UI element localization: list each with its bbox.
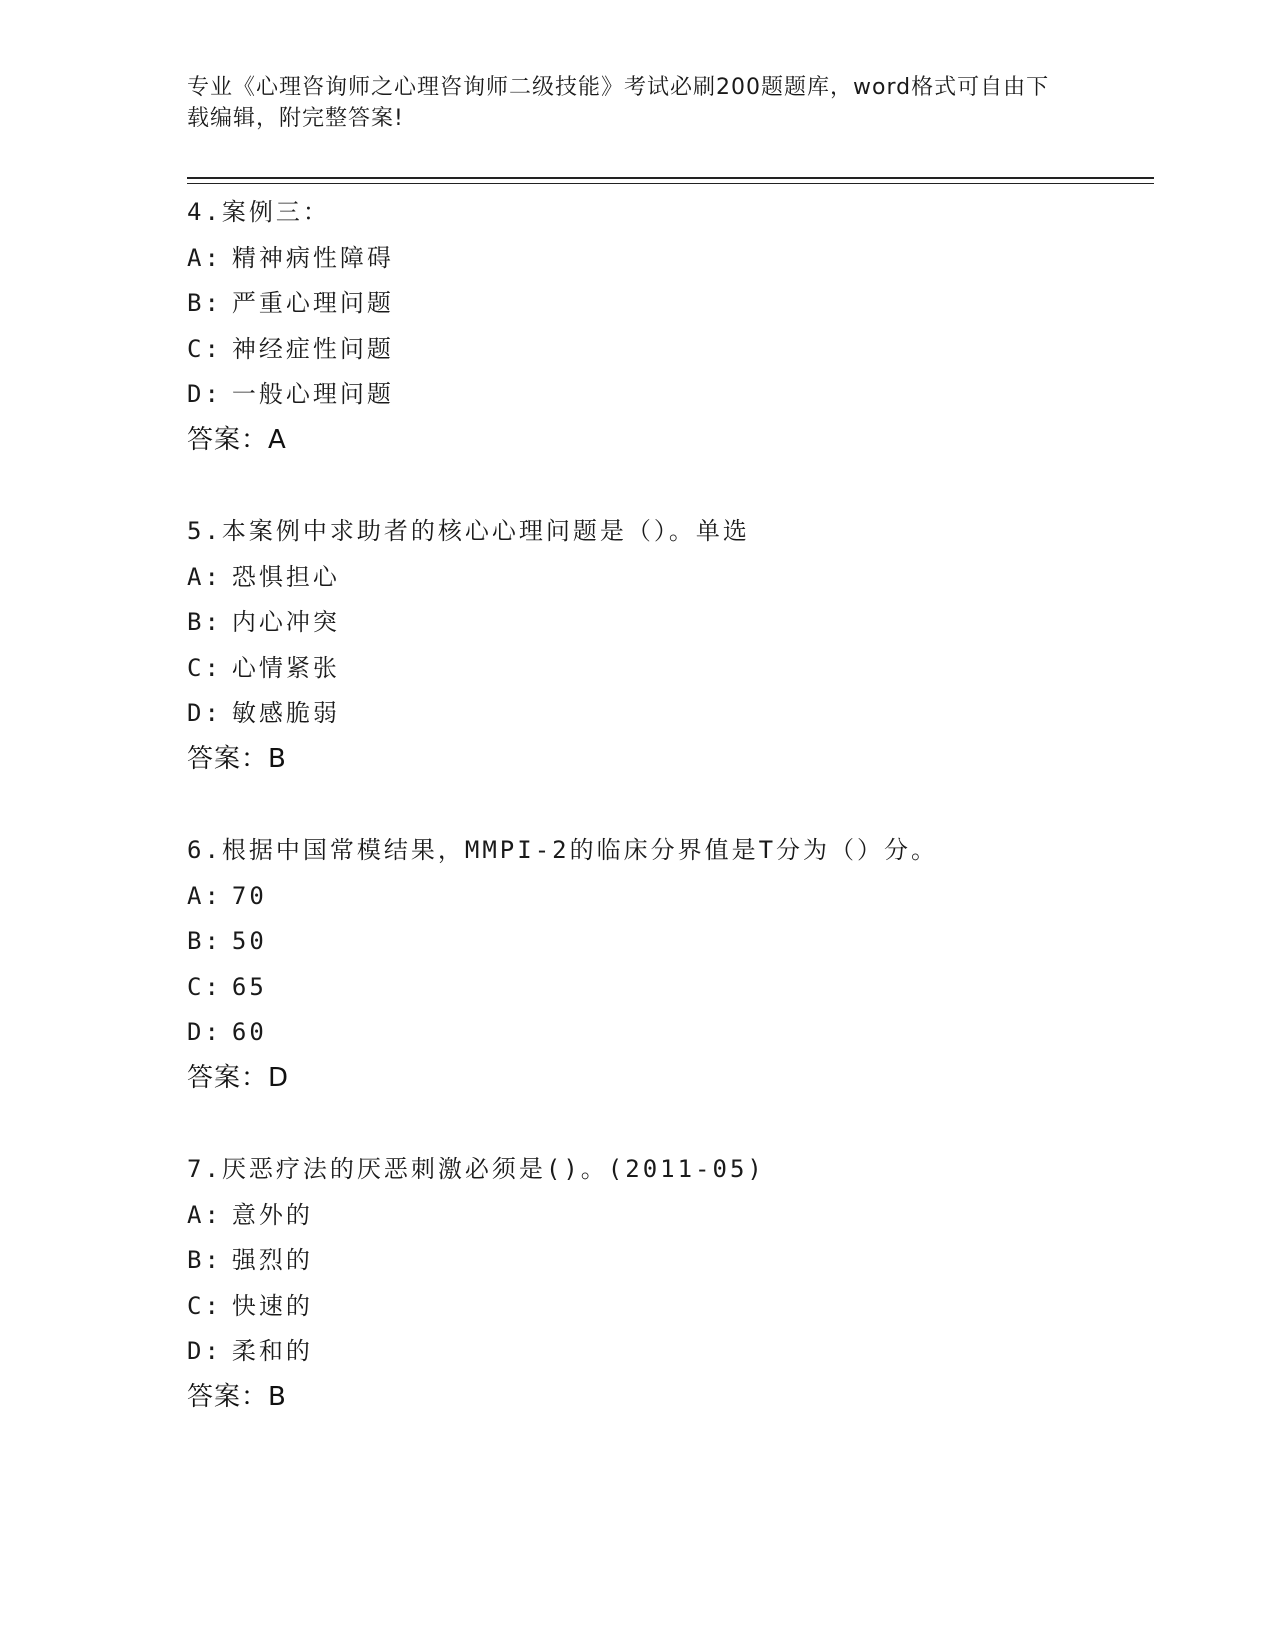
option-label: C: <box>187 334 222 363</box>
option-label: C: <box>187 972 222 1001</box>
option-label: A: <box>187 881 222 910</box>
option-text: 心情紧张 <box>231 653 340 682</box>
option-label: A: <box>187 243 222 272</box>
option-c <box>187 327 1154 373</box>
option-b <box>187 919 1154 965</box>
question-4 <box>187 190 1154 463</box>
option-a <box>187 874 1154 920</box>
option-label: C: <box>187 653 222 682</box>
question-stem: 4.案例三： <box>187 198 330 226</box>
question-stem: 5.本案例中求助者的核心心理问题是（）。单选 <box>187 517 750 545</box>
option-label: A: <box>187 562 222 591</box>
question-list <box>187 190 1154 1466</box>
option-text: 50 <box>231 927 267 955</box>
question-5 <box>187 509 1154 782</box>
option-label: D: <box>187 1018 222 1046</box>
option-c <box>187 1284 1154 1330</box>
option-b <box>187 1238 1154 1284</box>
option-b <box>187 281 1154 327</box>
option-text: 65 <box>231 972 267 1001</box>
option-text: 意外的 <box>231 1200 313 1229</box>
option-label: B: <box>187 289 222 317</box>
option-a <box>187 236 1154 282</box>
option-text: 敏感脆弱 <box>231 699 340 727</box>
option-d <box>187 691 1154 737</box>
question-stem: 6.根据中国常模结果，MMPI-2的临床分界值是T分为（）分。 <box>187 836 939 864</box>
option-text: 精神病性障碍 <box>231 243 394 272</box>
answer-line: 答案：A <box>187 424 287 455</box>
option-label: B: <box>187 927 222 955</box>
option-a <box>187 1193 1154 1239</box>
option-label: B: <box>187 1246 222 1274</box>
header-divider <box>187 177 1154 184</box>
option-label: D: <box>187 1337 222 1365</box>
option-text: 快速的 <box>231 1291 313 1320</box>
option-text: 神经症性问题 <box>231 334 394 363</box>
answer-line: 答案：D <box>187 1062 290 1093</box>
option-label: C: <box>187 1291 222 1320</box>
option-text: 恐惧担心 <box>231 562 340 591</box>
option-d <box>187 1329 1154 1375</box>
document-header: 专业《心理咨询师之心理咨询师二级技能》考试必刷200题题库，word格式可自由下载编辑，附完整答案! <box>187 75 1050 131</box>
option-text: 强烈的 <box>231 1246 313 1274</box>
option-text: 一般心理问题 <box>231 380 394 408</box>
option-c <box>187 965 1154 1011</box>
option-text: 60 <box>231 1018 267 1046</box>
option-label: D: <box>187 380 222 408</box>
answer-line: 答案：B <box>187 743 287 774</box>
option-c <box>187 646 1154 692</box>
question-stem: 7.厌恶疗法的厌恶刺激必须是()。(2011-05) <box>187 1155 765 1183</box>
question-6 <box>187 828 1154 1101</box>
option-b <box>187 600 1154 646</box>
option-d <box>187 1010 1154 1056</box>
option-a <box>187 555 1154 601</box>
option-label: A: <box>187 1200 222 1229</box>
option-text: 严重心理问题 <box>231 289 394 317</box>
answer-line: 答案：B <box>187 1381 287 1412</box>
option-label: B: <box>187 608 222 636</box>
question-7 <box>187 1147 1154 1420</box>
option-text: 内心冲突 <box>231 608 340 636</box>
option-text: 70 <box>231 881 267 910</box>
option-label: D: <box>187 699 222 727</box>
option-d <box>187 372 1154 418</box>
option-text: 柔和的 <box>231 1337 313 1365</box>
